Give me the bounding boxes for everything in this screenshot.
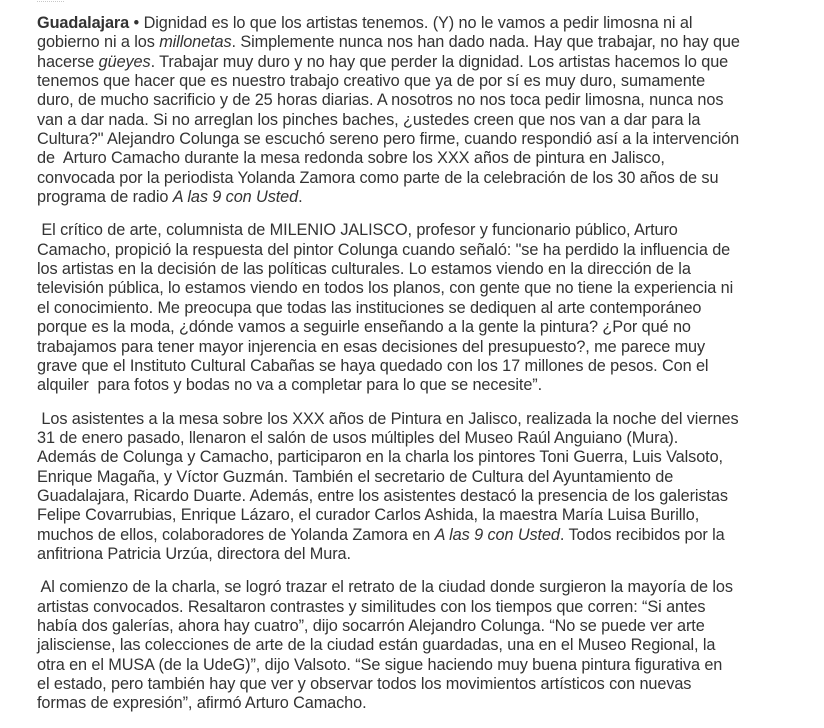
text-line [37, 53, 817, 72]
text-line [37, 506, 817, 525]
text-segment: . Trabajar muy duro y no hay que perder la dignidad. Los artistas hacemos lo que [150, 52, 729, 71]
text-line [37, 578, 817, 597]
text-line [37, 598, 817, 617]
text-segment: Felipe Covarrubias, Enrique Lázaro, el curador Carlos Ashida, la maestra María Luisa Burillo, [37, 506, 700, 525]
text-segment: . Simplemente nunca nos han dado nada. Hay que trabajar, no hay que [231, 33, 740, 52]
text-segment: gobierno ni a los [37, 33, 160, 52]
text-line [37, 468, 817, 487]
text-segment: Los asistentes a la mesa sobre los XXX años de Pintura en Jalisco, realizada la noche del viernes [37, 409, 739, 428]
text-line [37, 376, 817, 395]
text-line [37, 91, 817, 110]
text-segment: Guadalajara, Ricardo Duarte. Además, entre los asistentes destacó la presencia de los galeristas [37, 486, 728, 505]
italic-text: güeyes [98, 52, 151, 71]
text-line [37, 617, 817, 636]
dateline-bullet: • [129, 14, 144, 32]
italic-text: millonetas [159, 33, 232, 52]
text-line [37, 33, 817, 52]
text-line [37, 694, 817, 713]
text-segment: de Arturo Camacho durante la mesa redonda sobre los XXX años de pintura en Jalisco, [37, 149, 665, 168]
text-segment: el estado, pero también hay que ver y observar todos los movimientos artísticos con nuevas [37, 675, 692, 693]
text-line [37, 260, 817, 279]
text-line [37, 429, 817, 448]
text-segment: . [298, 188, 303, 207]
text-line [37, 526, 817, 545]
text-segment: . Todos recibidos por la [559, 525, 725, 544]
text-segment: alquiler para fotos y bodas no va a completar para lo que se necesite”. [37, 376, 543, 395]
article-body [37, 14, 817, 728]
text-segment: El crítico de arte, columnista de MILENIO JALISCO, profesor y funcionario público, Arturo [37, 221, 678, 240]
article-paragraph [37, 14, 817, 207]
text-segment: van a dar nada. Si no arreglan los pinches baches, ¿ustedes creen que nos van a dar para la [37, 110, 701, 129]
text-segment: duro, de mucho sacrificio y de 25 horas diarias. A nosotros no nos toca pedir limosna, nunca nos [37, 91, 724, 110]
text-line [37, 169, 817, 188]
article-paragraph [37, 410, 817, 565]
text-segment: había dos galerías, ahora hay cuatro”, dijo socarrón Alejandro Colunga. “No se puede ver arte [37, 616, 705, 635]
text-segment: otra en el MUSA (de la UdeG)”, dijo Valsoto. “Se sigue haciendo muy buena pintura figurativa en [37, 655, 723, 674]
text-segment: tenemos que hacer que es nuestro trabajo creativo que ya de por sí es muy duro, sumamente [37, 72, 706, 91]
text-line [37, 357, 817, 376]
text-line [37, 675, 817, 694]
article-paragraph [37, 221, 817, 395]
text-segment: Además de Colunga y Camacho, participaron en la charla los pintores Toni Guerra, Luis Valsoto, [37, 448, 723, 467]
text-segment: convocada por la periodista Yolanda Zamora como parte de la celebración de los 30 años de su [37, 168, 719, 187]
text-segment: trabajamos para tener mayor injerencia en esas decisiones del presupuesto?, me parece muy [37, 337, 706, 356]
text-line [37, 299, 817, 318]
text-line [37, 410, 817, 429]
text-line [37, 487, 817, 506]
text-segment: formas de expresión”, afirmó Arturo Camacho. [37, 694, 367, 713]
text-line [37, 188, 817, 207]
text-segment: jalisciense, las colecciones de arte de la ciudad están guardadas, una en el Museo Regional, la [37, 636, 716, 655]
text-segment: programa de radio [37, 188, 173, 207]
text-segment: artistas convocados. Resaltaron contrastes y similitudes con los tiempos que corren: “Si antes [37, 597, 706, 616]
text-line [37, 14, 817, 33]
text-segment: el conocimiento. Me preocupa que todas las instituciones se dediquen al arte contemporáneo [37, 298, 702, 317]
text-line [37, 338, 817, 357]
dotted-rule [37, 1, 64, 2]
text-segment: anfitriona Patricia Urzúa, directora del Mura. [37, 544, 351, 563]
text-line [37, 111, 817, 130]
text-segment: Al comienzo de la charla, se logró trazar el retrato de la ciudad donde surgieron la mayoría de los [37, 578, 733, 597]
text-segment: 31 de enero pasado, llenaron el salón de usos múltiples del Museo Raúl Anguiano (Mura). [37, 428, 679, 447]
text-line [37, 221, 817, 240]
text-segment: porque es la moda, ¿dónde vamos a seguirle enseñando a la gente la pintura? ¿Por qué no [37, 318, 691, 337]
text-line [37, 130, 817, 149]
italic-text: A las 9 con Usted [434, 525, 560, 544]
text-line [37, 448, 817, 467]
text-segment: Enrique Magaña, y Víctor Guzmán. También el secretario de Cultura del Ayuntamiento de [37, 467, 674, 486]
text-segment: los artistas en la decisión de las políticas culturales. Lo estamos viendo en la dirección de la [37, 260, 691, 279]
text-line [37, 149, 817, 168]
text-line [37, 545, 817, 564]
text-segment: grave que el Instituto Cultural Cabañas se haya quedado con los 17 millones de pesos. Con el [37, 356, 709, 375]
text-line [37, 279, 817, 298]
text-segment: televisión pública, lo estamos viendo en todos los planos, con gente que no tiene la experiencia ni [37, 279, 734, 298]
dateline: Guadalajara [37, 14, 130, 32]
text-line [37, 72, 817, 91]
text-line [37, 318, 817, 337]
text-line [37, 636, 817, 655]
text-segment: muchos de ellos, colaboradores de Yolanda Zamora en [37, 525, 435, 544]
text-segment: Camacho, propició la respuesta del pintor Colunga cuando señaló: "se ha perdido la influencia de [37, 240, 731, 259]
text-line [37, 241, 817, 260]
text-segment: Cultura?" Alejandro Colunga se escuchó sereno pero firme, cuando respondió así a la intervención [37, 130, 740, 149]
text-line [37, 656, 817, 675]
text-segment: Dignidad es lo que los artistas tenemos. (Y) no le vamos a pedir limosna ni al [143, 14, 693, 32]
text-segment: hacerse [37, 52, 99, 71]
article-paragraph [37, 578, 817, 713]
italic-text: A las 9 con Usted [172, 188, 299, 207]
